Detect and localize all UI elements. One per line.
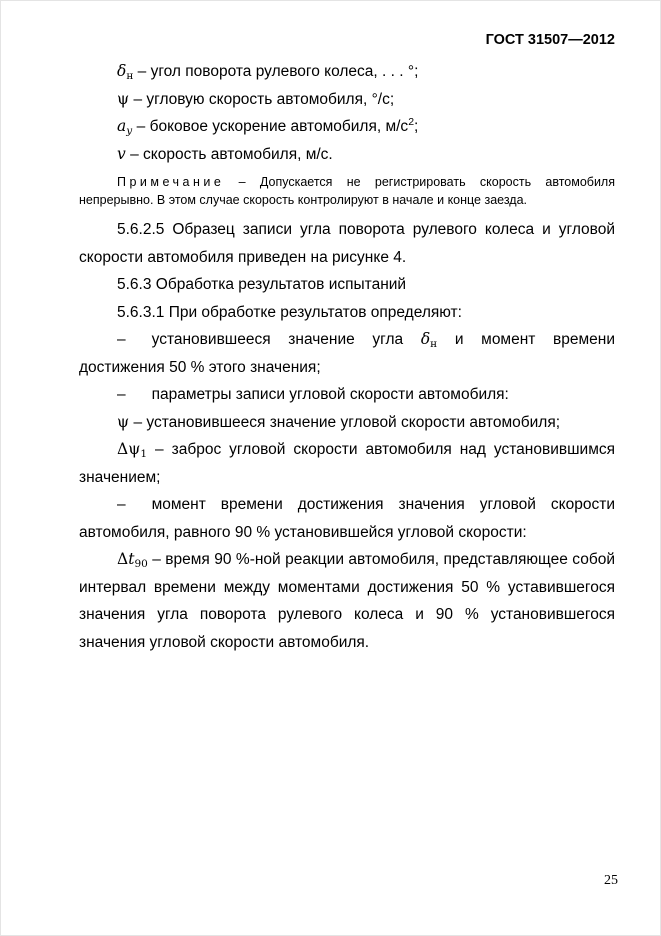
symbol-delta-cap: Δ: [117, 550, 129, 568]
definition-text: – угловую скорость автомобиля, °/с;: [129, 90, 395, 108]
definition-text: – угол поворота рулевого колеса, . . . °;: [133, 63, 419, 80]
list-item-yaw-record-params: [79, 381, 615, 409]
page-number: 25: [604, 873, 618, 888]
symbol-delta-psi: Δψ: [117, 440, 141, 458]
definition-response-time: [79, 546, 615, 656]
symbol-delta-subscript: н: [126, 70, 134, 82]
symbol-t: t: [128, 550, 135, 568]
symbol-delta: δ: [420, 330, 431, 348]
definition-steady-yaw-velocity: [79, 409, 615, 437]
document-content: [79, 58, 615, 656]
definition-superscript: 2: [408, 116, 415, 128]
list-item-text: установившееся значение угла: [151, 331, 421, 348]
definition-yaw-overshoot: [79, 436, 615, 491]
list-dash: –: [117, 386, 126, 403]
definition-text: – боковое ускорение автомобиля, м/с: [132, 118, 409, 135]
symbol-psi: ψ: [117, 89, 130, 108]
definition-text: – установившееся значение угловой скорости автомобиля;: [129, 413, 561, 431]
symbol-t-subscript: 90: [134, 558, 148, 570]
definition-lateral-acceleration: [79, 113, 615, 141]
list-item-text: и момент времени достижения 50 % этого значения;: [79, 331, 616, 376]
list-item-steady-angle: [79, 326, 615, 381]
symbol-a: a: [117, 117, 127, 135]
paragraph-5-6-2-5: 5.6.2.5 Образец записи угла поворота рулевого колеса и угловой скорости автомобиля приведен на рисунке 4.: [79, 221, 615, 266]
symbol-delta-subscript: н: [430, 338, 438, 350]
definition-text: – скорость автомобиля, м/с.: [125, 145, 333, 163]
document-header: [79, 31, 615, 49]
symbol-delta: δ: [117, 62, 127, 80]
list-item-text: параметры записи угловой скорости автомобиля:: [151, 386, 509, 403]
symbol-a-subscript: у: [126, 125, 133, 137]
definition-yaw-velocity: [79, 86, 615, 114]
definition-vehicle-speed: [79, 141, 615, 169]
list-dash: –: [117, 496, 126, 513]
symbol-psi: ψ: [117, 412, 130, 431]
symbol-v: v: [117, 144, 126, 163]
note-text: – Допускается не регистрировать скорость автомобиля непрерывно. В этом случае скорость контролируют в начале и конце заезда.: [79, 175, 615, 207]
list-dash: –: [117, 331, 126, 348]
list-item-text: момент времени достижения значения угловой скорости автомобиля, равного 90 % установившейся угловой скорости:: [79, 496, 615, 541]
definition-text: – время 90 %-ной реакции автомобиля, представляющее собой интервал времени между моментами достижения 50 % уставившегося значения угла поворота рулевого колеса и 90 % установившегося значения угловой скорости автомобиля.: [79, 551, 615, 651]
symbol-delta-psi-subscript: 1: [140, 448, 148, 460]
note-label: Примечание: [117, 175, 225, 189]
paragraph-5-6-3-1: 5.6.3.1 При обработке результатов определяют:: [117, 303, 462, 321]
definition-tail: ;: [414, 118, 419, 135]
list-item-time-moment: [79, 491, 615, 546]
definition-text: – заброс угловой скорости автомобиля над установившимся значением;: [79, 441, 615, 486]
note-paragraph: [79, 173, 615, 209]
heading-5-6-3: 5.6.3 Обработка результатов испытаний: [117, 276, 407, 293]
standard-number: ГОСТ 31507—2012: [485, 32, 615, 48]
definition-steering-wheel-angle: [79, 58, 615, 86]
